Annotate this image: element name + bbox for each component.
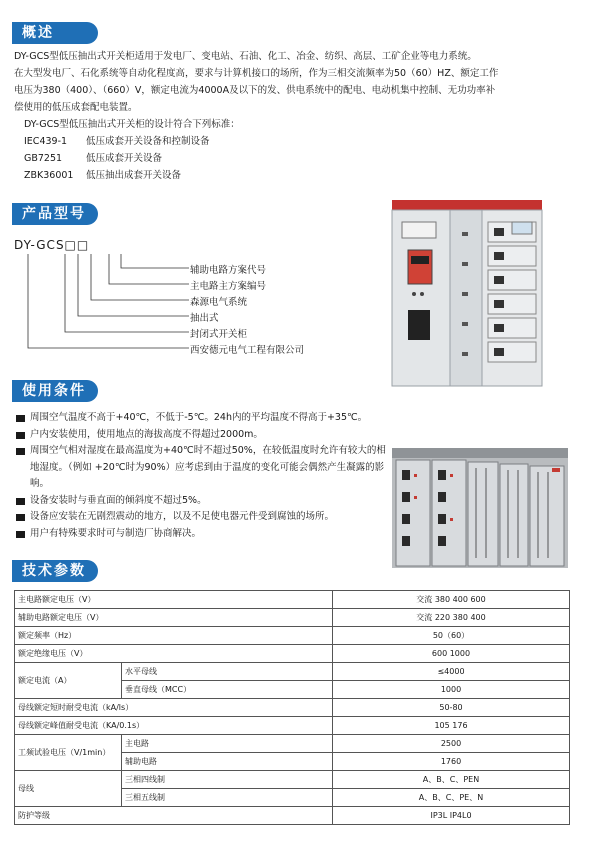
param-value: A、B、C、PE、N (333, 789, 570, 807)
param-value: 1760 (333, 753, 570, 771)
model-leader-lines (14, 238, 194, 358)
model-label: 森源电气系统 (190, 297, 248, 308)
tech-params-table (14, 590, 570, 825)
bullet-square-icon (16, 514, 25, 521)
table-row (15, 699, 570, 717)
standard-name: 低压成套开关设备 (86, 153, 163, 164)
table-row (15, 717, 570, 735)
overview-line: 电压为380（400）、（660）V，额定电流为4000A及以下的发、供电系统中的配电、电动机集中控制、无功功率补 (14, 85, 496, 96)
table-row (15, 663, 570, 681)
standard-item (24, 133, 588, 150)
overview-section-title: 概述 (12, 22, 98, 44)
standard-code: ZBK36001 (24, 170, 74, 181)
overview-line: DY-GCS型低压抽出式开关柜的设计符合下列标准： (24, 119, 240, 130)
table-row (15, 735, 570, 753)
conditions-section-title: 使用条件 (12, 380, 98, 402)
table-row (15, 807, 570, 825)
param-label: 额定频率（Hz） (15, 627, 333, 645)
table-row (15, 609, 570, 627)
model-label: 抽出式 (190, 313, 219, 324)
param-label: 防护等级 (15, 807, 333, 825)
param-value: ≤4000 (333, 663, 570, 681)
param-label: 主电路额定电压（V） (15, 591, 333, 609)
param-label: 工频试验电压（V/1min） (15, 735, 122, 771)
param-sublabel: 三相四线制 (122, 771, 333, 789)
standard-code: GB7251 (24, 153, 63, 164)
overview-line: 在大型发电厂、石化系统等自动化程度高，要求与计算机接口的场所，作为三相交流频率为50（60）HZ、额定工作 (14, 68, 499, 79)
standard-code: IEC439-1 (24, 136, 68, 147)
condition-item: 户内安装使用，使用地点的海拔高度不得超过2000m。 (16, 427, 388, 444)
overview-line: 偿使用的低压成套配电装置。 (14, 102, 138, 113)
model-label: 封闭式开关柜 (190, 329, 248, 340)
param-label: 母线额定短时耐受电流（kA/ls） (15, 699, 333, 717)
param-value: A、B、C、PEN (333, 771, 570, 789)
bullet-square-icon (16, 448, 25, 455)
table-row (15, 645, 570, 663)
param-value: 600 1000 (333, 645, 570, 663)
param-sublabel: 三相五线制 (122, 789, 333, 807)
model-code: DY-GCS□□ (14, 238, 90, 252)
model-label: 主电路主方案编号 (190, 281, 267, 292)
param-label: 辅助电路额定电压（V） (15, 609, 333, 627)
tech-section-title: 技术参数 (12, 560, 98, 582)
table-row (15, 771, 570, 789)
standards-list (14, 133, 588, 184)
param-label: 母线额定峰值耐受电流（KA/0.1s） (15, 717, 333, 735)
param-value: 2500 (333, 735, 570, 753)
overview-line: DY-GCS型低压抽出式开关柜适用于发电厂、变电站、石油、化工、冶金、纺织、高层、工矿企业等电力系统。 (14, 51, 477, 62)
overview-text (14, 48, 588, 184)
conditions-list (16, 410, 388, 542)
param-sublabel: 辅助电路 (122, 753, 333, 771)
condition-item: 设备应安装在无剧烈震动的地方，以及不足使电器元件受到腐蚀的场所。 (16, 509, 388, 526)
condition-item: 周围空气温度不高于+40℃，不低于-5℃。24h内的平均温度不得高于+35℃。 (16, 410, 388, 427)
standard-name: 低压成套开关设备和控制设备 (86, 136, 210, 147)
switchgear-cabinet-image (386, 192, 548, 390)
param-sublabel: 主电路 (122, 735, 333, 753)
model-label: 辅助电路方案代号 (190, 265, 267, 276)
standard-item (24, 167, 588, 184)
param-sublabel: 水平母线 (122, 663, 333, 681)
table-row (15, 591, 570, 609)
condition-item: 设备安装时与垂直面的倾斜度不超过5%。 (16, 493, 388, 510)
bullet-square-icon (16, 415, 25, 422)
standard-name: 低压抽出成套开关设备 (86, 170, 182, 181)
param-value: 交流 220 380 400 (333, 609, 570, 627)
condition-item: 用户有特殊要求时可与制造厂协商解决。 (16, 526, 388, 543)
bullet-square-icon (16, 498, 25, 505)
param-value: IP3L IP4L0 (333, 807, 570, 825)
param-label: 额定电流（A） (15, 663, 122, 699)
model-section-title: 产品型号 (12, 203, 98, 225)
table-row (15, 627, 570, 645)
param-value: 105 176 (333, 717, 570, 735)
param-label: 母线 (15, 771, 122, 807)
bullet-square-icon (16, 531, 25, 538)
param-sublabel: 垂直母线（MCC） (122, 681, 333, 699)
param-value: 50（60） (333, 627, 570, 645)
installed-switchgear-image (392, 448, 568, 568)
standard-item (24, 150, 588, 167)
model-diagram (14, 238, 354, 358)
param-value: 50-80 (333, 699, 570, 717)
bullet-square-icon (16, 432, 25, 439)
condition-item: 周围空气相对湿度在最高温度为+40℃时不超过50%，在较低温度时允许有较大的相地湿度。（例如 +20℃时为90%）应考虑到由于温度的变化可能会偶然产生凝露的影响。 (16, 443, 388, 493)
param-value: 交流 380 400 600 (333, 591, 570, 609)
param-label: 额定绝缘电压（V） (15, 645, 333, 663)
param-value: 1000 (333, 681, 570, 699)
model-label: 西安德元电气工程有限公司 (190, 345, 305, 356)
